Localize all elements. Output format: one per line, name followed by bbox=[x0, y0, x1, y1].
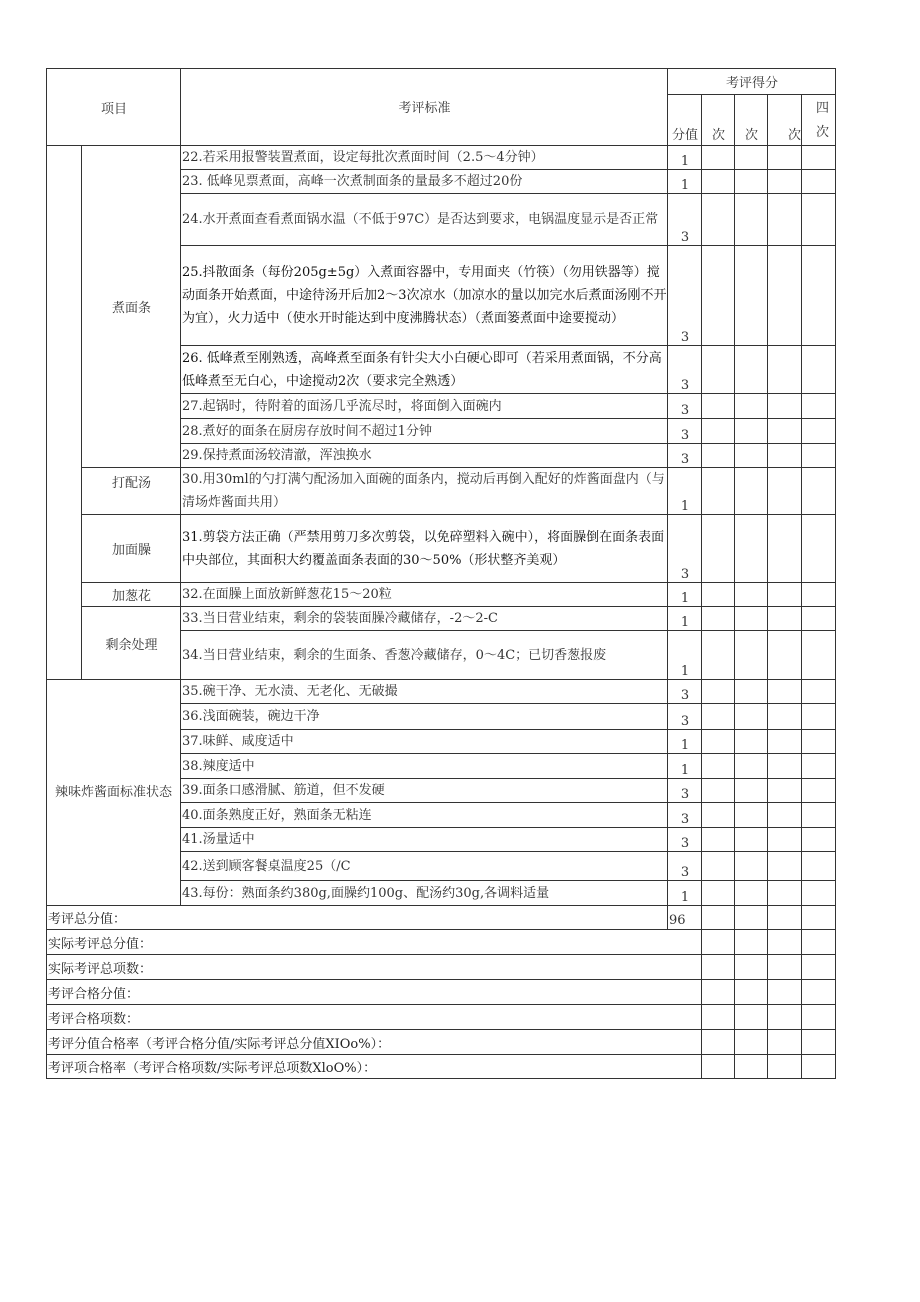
score-entry-cell[interactable] bbox=[768, 1005, 802, 1030]
score-entry-cell[interactable] bbox=[802, 346, 836, 394]
score-entry-cell[interactable] bbox=[768, 980, 802, 1005]
summary-label: 考评合格分值： bbox=[47, 980, 702, 1005]
score-entry-cell[interactable] bbox=[702, 680, 735, 704]
criterion-score: 3 bbox=[668, 194, 702, 246]
criterion-text: 39.面条口感滑腻、筋道，但不发硬 bbox=[181, 779, 668, 803]
score-entry-cell[interactable] bbox=[768, 779, 802, 803]
score-entry-cell[interactable] bbox=[768, 704, 802, 730]
criterion-score: 3 bbox=[668, 444, 702, 468]
criterion-text: 33.当日营业结束，剩余的袋装面臊冷藏储存，-2～2-C bbox=[181, 607, 668, 631]
score-entry-cell[interactable] bbox=[702, 444, 735, 468]
score-entry-cell[interactable] bbox=[702, 583, 735, 607]
criterion-row bbox=[47, 680, 836, 704]
score-entry-cell[interactable] bbox=[802, 194, 836, 246]
score-entry-cell[interactable] bbox=[768, 607, 802, 631]
score-entry-cell[interactable] bbox=[702, 394, 735, 419]
criterion-score: 3 bbox=[668, 515, 702, 583]
score-entry-cell[interactable] bbox=[735, 468, 768, 515]
section-name: 辣味炸酱面标准状态 bbox=[47, 680, 181, 906]
score-entry-cell[interactable] bbox=[702, 194, 735, 246]
header-col-times-4: 四次 bbox=[802, 95, 836, 146]
score-entry-cell[interactable] bbox=[768, 515, 802, 583]
score-entry-cell[interactable] bbox=[768, 583, 802, 607]
group-blank-cell bbox=[47, 146, 82, 680]
criterion-score: 3 bbox=[668, 394, 702, 419]
criterion-score: 3 bbox=[668, 419, 702, 444]
score-entry-cell[interactable] bbox=[768, 146, 802, 170]
score-entry-cell[interactable] bbox=[735, 980, 768, 1005]
score-entry-cell[interactable] bbox=[702, 146, 735, 170]
criterion-score: 3 bbox=[668, 704, 702, 730]
criterion-score: 1 bbox=[668, 730, 702, 754]
criterion-text: 42.送到顾客餐桌温度25（/C bbox=[181, 852, 668, 881]
summary-row bbox=[47, 1005, 836, 1030]
score-entry-cell[interactable] bbox=[702, 730, 735, 754]
score-entry-cell[interactable] bbox=[735, 930, 768, 955]
criterion-text: 36.浅面碗装，碗边干净 bbox=[181, 704, 668, 730]
score-entry-cell[interactable] bbox=[735, 955, 768, 980]
criterion-text: 30.用30ml的勺打满勺配汤加入面碗的面条内，搅动后再倒入配好的炸酱面盘内（与清场炸酱面共用） bbox=[181, 468, 668, 515]
header-col-times-2: 次 bbox=[735, 95, 768, 146]
score-entry-cell[interactable] bbox=[735, 419, 768, 444]
score-entry-cell[interactable] bbox=[735, 394, 768, 419]
score-entry-cell[interactable] bbox=[802, 1005, 836, 1030]
score-entry-cell[interactable] bbox=[735, 346, 768, 394]
evaluation-sheet bbox=[46, 68, 836, 1079]
score-entry-cell[interactable] bbox=[768, 930, 802, 955]
score-entry-cell[interactable] bbox=[735, 631, 768, 680]
score-entry-cell[interactable] bbox=[702, 1055, 735, 1079]
score-entry-cell[interactable] bbox=[702, 419, 735, 444]
score-entry-cell[interactable] bbox=[735, 828, 768, 852]
summary-label: 实际考评总分值： bbox=[47, 930, 702, 955]
criterion-row bbox=[47, 583, 836, 607]
score-entry-cell[interactable] bbox=[735, 730, 768, 754]
score-entry-cell[interactable] bbox=[802, 779, 836, 803]
score-entry-cell[interactable] bbox=[702, 468, 735, 515]
criterion-text: 28.煮好的面条在厨房存放时间不超过1分钟 bbox=[181, 419, 668, 444]
score-entry-cell[interactable] bbox=[802, 468, 836, 515]
criterion-score: 3 bbox=[668, 852, 702, 881]
score-entry-cell[interactable] bbox=[702, 1030, 735, 1055]
section-name: 加葱花 bbox=[82, 583, 181, 607]
header-project: 项目 bbox=[47, 69, 181, 146]
score-entry-cell[interactable] bbox=[768, 852, 802, 881]
score-entry-cell[interactable] bbox=[768, 631, 802, 680]
score-entry-cell[interactable] bbox=[768, 246, 802, 346]
summary-row bbox=[47, 930, 836, 955]
score-entry-cell[interactable] bbox=[735, 607, 768, 631]
criterion-score: 1 bbox=[668, 754, 702, 779]
score-entry-cell[interactable] bbox=[735, 906, 768, 930]
summary-label: 考评合格项数： bbox=[47, 1005, 702, 1030]
score-entry-cell[interactable] bbox=[735, 515, 768, 583]
section-name: 加面臊 bbox=[82, 515, 181, 583]
score-entry-cell[interactable] bbox=[702, 852, 735, 881]
score-entry-cell[interactable] bbox=[768, 170, 802, 194]
score-entry-cell[interactable] bbox=[702, 955, 735, 980]
section-name: 煮面条 bbox=[82, 146, 181, 468]
score-entry-cell[interactable] bbox=[802, 828, 836, 852]
score-entry-cell[interactable] bbox=[768, 803, 802, 828]
score-entry-cell[interactable] bbox=[768, 194, 802, 246]
score-entry-cell[interactable] bbox=[768, 1055, 802, 1079]
score-entry-cell[interactable] bbox=[735, 881, 768, 906]
score-entry-cell[interactable] bbox=[768, 881, 802, 906]
criterion-score: 1 bbox=[668, 170, 702, 194]
score-entry-cell[interactable] bbox=[802, 803, 836, 828]
score-entry-cell[interactable] bbox=[802, 730, 836, 754]
score-entry-cell[interactable] bbox=[702, 346, 735, 394]
score-entry-cell[interactable] bbox=[735, 246, 768, 346]
score-entry-cell[interactable] bbox=[768, 468, 802, 515]
criterion-score: 3 bbox=[668, 680, 702, 704]
summary-row bbox=[47, 980, 836, 1005]
summary-label: 考评项合格率（考评合格项数/实际考评总项数XloO%）： bbox=[47, 1055, 702, 1079]
score-entry-cell[interactable] bbox=[735, 1030, 768, 1055]
criterion-text: 26. 低峰煮至刚熟透，高峰煮至面条有针尖大小白硬心即可（若采用煮面锅，不分高低峰煮至无白心，中途搅动2次（要求完全熟透） bbox=[181, 346, 668, 394]
score-entry-cell[interactable] bbox=[768, 828, 802, 852]
score-entry-cell[interactable] bbox=[702, 607, 735, 631]
criterion-row bbox=[47, 607, 836, 631]
score-entry-cell[interactable] bbox=[735, 583, 768, 607]
criterion-text: 23. 低峰见票煮面，高峰一次煮制面条的量最多不超过20份 bbox=[181, 170, 668, 194]
criterion-score: 3 bbox=[668, 246, 702, 346]
score-entry-cell[interactable] bbox=[802, 583, 836, 607]
criterion-score: 1 bbox=[668, 468, 702, 515]
criterion-text: 34.当日营业结束，剩余的生面条、香葱冷藏储存，0～4C；已切香葱报废 bbox=[181, 631, 668, 680]
score-entry-cell[interactable] bbox=[802, 515, 836, 583]
criterion-score: 3 bbox=[668, 346, 702, 394]
criterion-score: 1 bbox=[668, 607, 702, 631]
score-entry-cell[interactable] bbox=[702, 246, 735, 346]
score-entry-cell[interactable] bbox=[702, 828, 735, 852]
header-col-times-1: 次 bbox=[702, 95, 735, 146]
criterion-text: 25.抖散面条（每份205g±5g）入煮面容器中，专用面夹（竹筷）（勿用铁器等）搅动面条开始煮面，中途待汤开后加2～3次凉水（加凉水的量以加完水后煮面汤刚不开为宜），火力适中（使水开时能达到中度沸腾状态）（煮面篓煮面中途要搅动） bbox=[181, 246, 668, 346]
score-entry-cell[interactable] bbox=[702, 881, 735, 906]
criterion-text: 29.保持煮面汤较清澈，浑浊换水 bbox=[181, 444, 668, 468]
score-entry-cell[interactable] bbox=[802, 607, 836, 631]
score-entry-cell[interactable] bbox=[802, 680, 836, 704]
score-entry-cell[interactable] bbox=[802, 394, 836, 419]
score-entry-cell[interactable] bbox=[735, 680, 768, 704]
score-entry-cell[interactable] bbox=[768, 906, 802, 930]
score-entry-cell[interactable] bbox=[702, 779, 735, 803]
header-standard: 考评标准 bbox=[181, 69, 668, 146]
criterion-text: 31.剪袋方法正确（严禁用剪刀多次剪袋，以免碎塑料入碗中），将面臊倒在面条表面中央部位，其面积大约覆盖面条表面的30～50%（形状整齐美观） bbox=[181, 515, 668, 583]
score-entry-cell[interactable] bbox=[735, 444, 768, 468]
criterion-text: 38.辣度适中 bbox=[181, 754, 668, 779]
criterion-text: 27.起锅时，待附着的面汤几乎流尽时，将面倒入面碗内 bbox=[181, 394, 668, 419]
header-col-value: 分值 bbox=[668, 95, 702, 146]
summary-row bbox=[47, 1030, 836, 1055]
section-name: 剩余处理 bbox=[82, 607, 181, 680]
score-entry-cell[interactable] bbox=[702, 1005, 735, 1030]
criterion-row bbox=[47, 515, 836, 583]
summary-row bbox=[47, 1055, 836, 1079]
score-entry-cell[interactable] bbox=[768, 419, 802, 444]
score-entry-cell[interactable] bbox=[802, 631, 836, 680]
criterion-row bbox=[47, 146, 836, 170]
score-entry-cell[interactable] bbox=[735, 779, 768, 803]
score-entry-cell[interactable] bbox=[802, 1030, 836, 1055]
summary-row bbox=[47, 955, 836, 980]
score-entry-cell[interactable] bbox=[768, 1030, 802, 1055]
header-col-times-3: 次 bbox=[768, 95, 802, 146]
section-name: 打配汤 bbox=[82, 468, 181, 515]
summary-label: 考评分值合格率（考评合格分值/实际考评总分值XIOo%）： bbox=[47, 1030, 702, 1055]
score-entry-cell[interactable] bbox=[802, 881, 836, 906]
score-entry-cell[interactable] bbox=[735, 170, 768, 194]
score-entry-cell[interactable] bbox=[702, 754, 735, 779]
criterion-text: 22.若采用报警装置煮面，设定每批次煮面时间（2.5～4分钟） bbox=[181, 146, 668, 170]
score-entry-cell[interactable] bbox=[702, 930, 735, 955]
criterion-text: 41.汤量适中 bbox=[181, 828, 668, 852]
score-entry-cell[interactable] bbox=[735, 1005, 768, 1030]
score-entry-cell[interactable] bbox=[768, 346, 802, 394]
criterion-score: 3 bbox=[668, 828, 702, 852]
score-entry-cell[interactable] bbox=[802, 906, 836, 930]
score-entry-cell[interactable] bbox=[768, 955, 802, 980]
score-entry-cell[interactable] bbox=[802, 930, 836, 955]
score-entry-cell[interactable] bbox=[735, 852, 768, 881]
score-entry-cell[interactable] bbox=[702, 906, 735, 930]
criterion-score: 1 bbox=[668, 881, 702, 906]
criterion-text: 40.面条熟度正好，熟面条无粘连 bbox=[181, 803, 668, 828]
score-entry-cell[interactable] bbox=[735, 146, 768, 170]
summary-label: 考评总分值： bbox=[47, 906, 668, 930]
score-entry-cell[interactable] bbox=[802, 444, 836, 468]
score-entry-cell[interactable] bbox=[802, 146, 836, 170]
criterion-text: 43.每份：熟面条约380g,面臊约100g、配汤约30g,各调料适量 bbox=[181, 881, 668, 906]
score-entry-cell[interactable] bbox=[702, 170, 735, 194]
score-entry-cell[interactable] bbox=[735, 803, 768, 828]
criterion-score: 1 bbox=[668, 146, 702, 170]
score-entry-cell[interactable] bbox=[702, 631, 735, 680]
score-entry-cell[interactable] bbox=[768, 680, 802, 704]
criterion-text: 35.碗干净、无水渍、无老化、无破撮 bbox=[181, 680, 668, 704]
score-entry-cell[interactable] bbox=[802, 170, 836, 194]
score-entry-cell[interactable] bbox=[802, 419, 836, 444]
criterion-score: 1 bbox=[668, 631, 702, 680]
score-entry-cell[interactable] bbox=[802, 1055, 836, 1079]
criterion-text: 37.味鲜、咸度适中 bbox=[181, 730, 668, 754]
score-entry-cell[interactable] bbox=[768, 730, 802, 754]
score-entry-cell[interactable] bbox=[802, 955, 836, 980]
criterion-score: 1 bbox=[668, 583, 702, 607]
summary-label: 实际考评总项数： bbox=[47, 955, 702, 980]
score-entry-cell[interactable] bbox=[735, 194, 768, 246]
header-score-group: 考评得分 bbox=[668, 69, 836, 95]
score-entry-cell[interactable] bbox=[802, 246, 836, 346]
score-entry-cell[interactable] bbox=[702, 980, 735, 1005]
criterion-row bbox=[47, 468, 836, 515]
score-entry-cell[interactable] bbox=[768, 444, 802, 468]
score-entry-cell[interactable] bbox=[735, 1055, 768, 1079]
score-entry-cell[interactable] bbox=[702, 803, 735, 828]
summary-row-total bbox=[47, 906, 836, 930]
score-entry-cell[interactable] bbox=[802, 754, 836, 779]
score-entry-cell[interactable] bbox=[768, 754, 802, 779]
score-entry-cell[interactable] bbox=[702, 515, 735, 583]
score-entry-cell[interactable] bbox=[768, 394, 802, 419]
criterion-score: 3 bbox=[668, 779, 702, 803]
score-entry-cell[interactable] bbox=[702, 704, 735, 730]
score-entry-cell[interactable] bbox=[735, 754, 768, 779]
score-entry-cell[interactable] bbox=[802, 852, 836, 881]
criterion-score: 3 bbox=[668, 803, 702, 828]
score-entry-cell[interactable] bbox=[802, 980, 836, 1005]
score-entry-cell[interactable] bbox=[735, 704, 768, 730]
score-entry-cell[interactable] bbox=[802, 704, 836, 730]
criterion-text: 32.在面臊上面放新鲜葱花15～20粒 bbox=[181, 583, 668, 607]
summary-total-value: 96 bbox=[668, 906, 702, 930]
criterion-text: 24.水开煮面查看煮面锅水温（不低于97C）是否达到要求，电锅温度显示是否正常 bbox=[181, 194, 668, 246]
